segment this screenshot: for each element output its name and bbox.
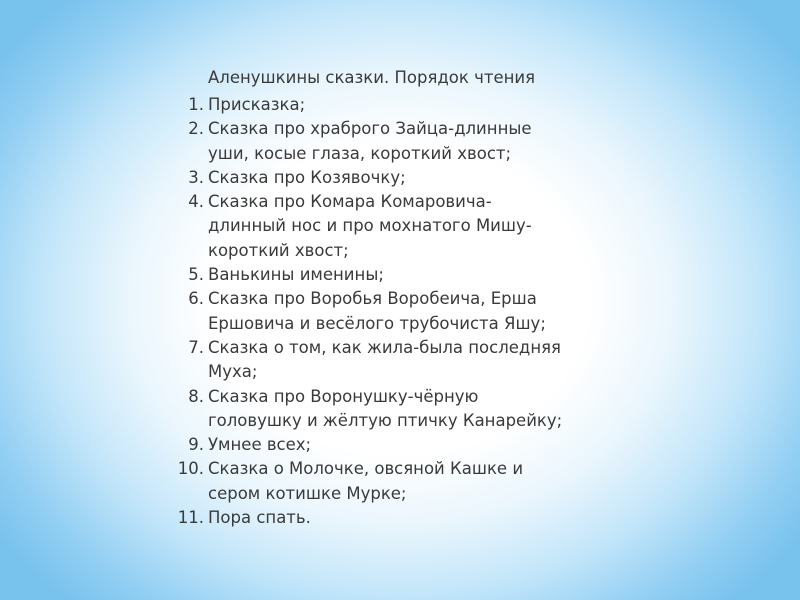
list-item-line: Умнее всех; [208,435,312,455]
list-item-line: Сказка о том, как жила-была последняя [208,337,561,357]
slide-content [168,66,608,530]
list-item-number: 1. [188,95,204,114]
list-item-text [208,117,608,166]
list-item [168,457,608,506]
list-item-text [208,385,608,434]
list-item-line: Муха; [208,362,258,382]
list-item-number: 8. [188,386,204,406]
list-item [168,287,608,336]
list-item [168,263,608,287]
list-item-number: 2. [188,119,204,139]
list-item-text [208,506,608,530]
list-item-line: короткий хвост; [208,240,349,260]
list-item [168,506,608,530]
reading-order-list [168,93,608,530]
list-item-number: 10. [177,459,204,479]
list-item-line: уши, косые глаза, короткий хвост; [208,143,512,163]
list-item-line: Ершовича и весёлого трубочиста Яшу; [208,313,546,333]
list-item-line: Сказка про Комара Комаровича- [208,192,492,212]
list-item-line: сером котишке Мурке; [208,483,407,503]
list-item [168,190,608,263]
list-item [168,166,608,190]
list-item [168,93,608,117]
list-item-line: длинный нос и про мохнатого Мишу- [208,216,532,236]
list-item [168,336,608,385]
list-item [168,433,608,457]
list-item-line: головушку и жёлтую птичку Канарейку; [208,410,563,430]
list-item-line: Пора спать. [208,508,311,528]
list-item-text [208,263,608,287]
list-item-number: 3. [188,167,204,187]
list-item-text [208,433,608,457]
list-item-number: 5. [188,265,204,285]
list-item-line: Сказка про Воробья Воробеича, Ерша [208,289,537,309]
list-item-text [208,287,608,336]
list-item-text [208,190,608,263]
list-item-line: Сказка о Молочке, овсяной Кашке и [208,459,524,479]
list-item-text [208,166,608,190]
list-item-text [208,457,608,506]
list-item [168,385,608,434]
list-item-number: 6. [188,289,204,309]
list-item-number: 4. [188,192,204,212]
list-item-text [208,336,608,385]
list-item-line: Сказка про Козявочку; [208,167,406,187]
list-item-line: Ванькины именины; [208,265,384,285]
list-item-number: 7. [188,337,204,357]
slide-title: Аленушкины сказки. Порядок чтения [208,68,536,87]
list-item-number: 11. [177,508,204,528]
list-item-number: 9. [188,435,204,455]
list-item-line: Сказка про храброго Зайца-длинные [208,119,532,139]
list-item-line: Присказка; [208,95,306,114]
list-item-line: Сказка про Воронушку-чёрную [208,386,479,406]
list-item-text [208,93,608,117]
list-item [168,117,608,166]
